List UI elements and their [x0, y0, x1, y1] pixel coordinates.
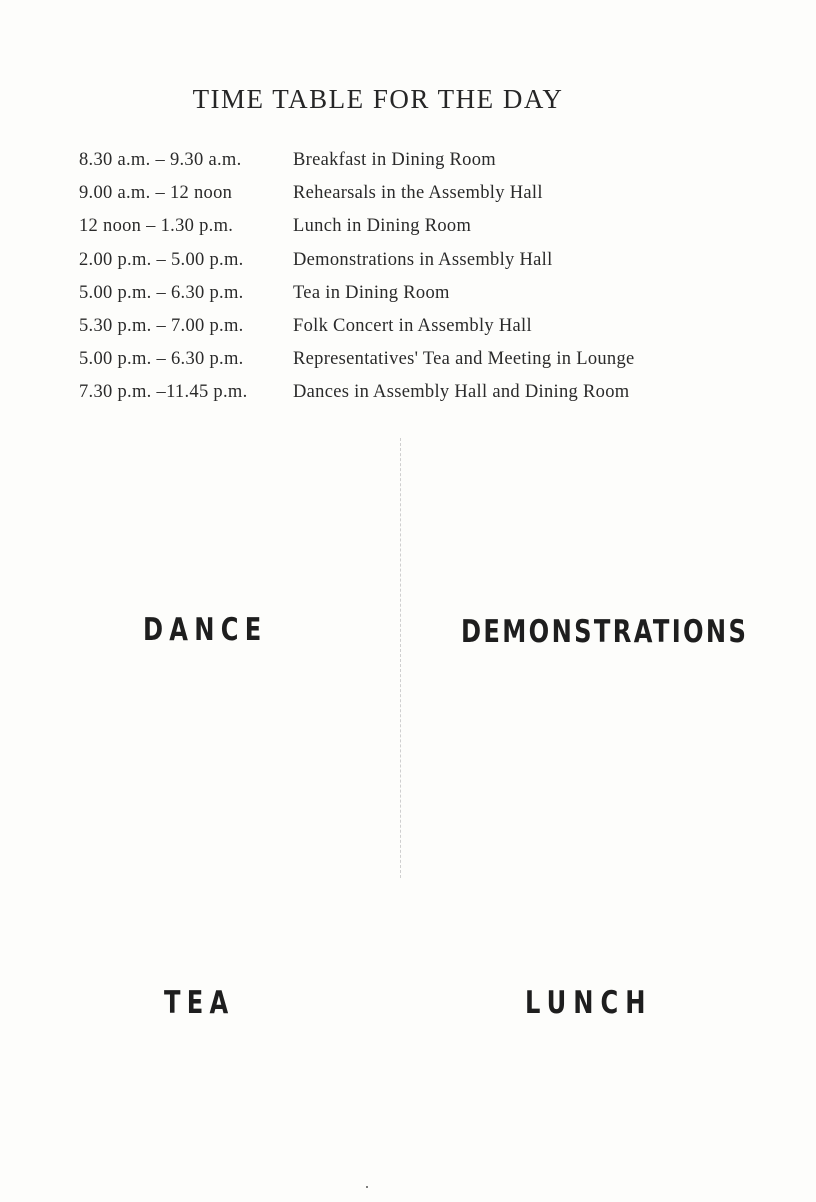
time-range: 8.30 a.m. – 9.30 a.m. — [79, 150, 242, 170]
time-range: 9.00 a.m. – 12 noon — [79, 183, 233, 204]
event-description: Representatives' Tea and Meeting in Lounge — [293, 349, 635, 370]
event-description: Tea in Dining Room — [293, 282, 450, 303]
ticket-dance: DANCE — [143, 612, 268, 648]
time-range: 2.00 p.m. – 5.00 p.m. — [79, 249, 244, 270]
event-description: Rehearsals in the Assembly Hall — [293, 183, 543, 204]
time-range: 12 noon – 1.30 p.m. — [79, 216, 234, 237]
ticket-lunch: LUNCH — [525, 985, 653, 1021]
time-range: 7.30 p.m. –11.45 p.m. — [79, 382, 248, 403]
perforation-line — [400, 438, 401, 878]
ticket-tea: TEA — [164, 985, 235, 1021]
event-description: Lunch in Dining Room — [293, 216, 472, 237]
ticket-demonstrations: DEMONSTRATIONS — [461, 614, 749, 650]
time-range: 5.00 p.m. – 6.30 p.m. — [79, 282, 244, 303]
print-speck — [366, 1186, 368, 1188]
event-description: Demonstrations in Assembly Hall — [293, 249, 553, 270]
event-description: Folk Concert in Assembly Hall — [293, 315, 532, 336]
event-description: Breakfast in Dining Room — [293, 150, 496, 170]
time-range: 5.00 p.m. – 6.30 p.m. — [79, 349, 244, 370]
page-title: TIME TABLE FOR THE DAY — [192, 84, 564, 114]
time-range: 5.30 p.m. – 7.00 p.m. — [79, 315, 244, 336]
event-description: Dances in Assembly Hall and Dining Room — [293, 382, 630, 403]
